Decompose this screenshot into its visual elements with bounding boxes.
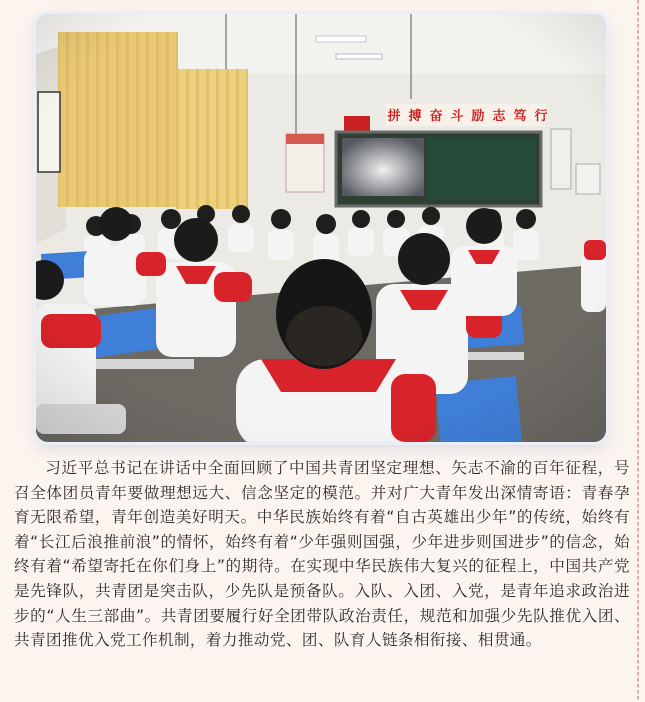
page-edge-rule [637,0,639,702]
classroom-photo [36,14,606,442]
article-paragraph: 习近平总书记在讲话中全面回顾了中国共青团坚定理想、矢志不渝的百年征程，号召全体团员青年要做理想远大、信念坚定的模范。并对广大青年发出深情寄语：青春孕育无限希望，青年创造美好明天。中华民族始终有着“自古英雄出少年”的传统，始终有着“长江后浪推前浪”的情怀，始终有着“少年强则国强，少年进步则国进步”的信念，始终有着“希望寄托在你们身上”的期待。在实现中华民族伟大复兴的征程上，中国共产党是先锋队，共青团是突击队，少先队是预备队。入队、入团、入党，是青年追求政治进步的“人生三部曲”。共青团要履行好全团带队政治责任，规范和加强少先队推优入团、共青团推优入党工作机制，着力推动党、团、队育人链条相衔接、相贯通。 [14,459,630,650]
